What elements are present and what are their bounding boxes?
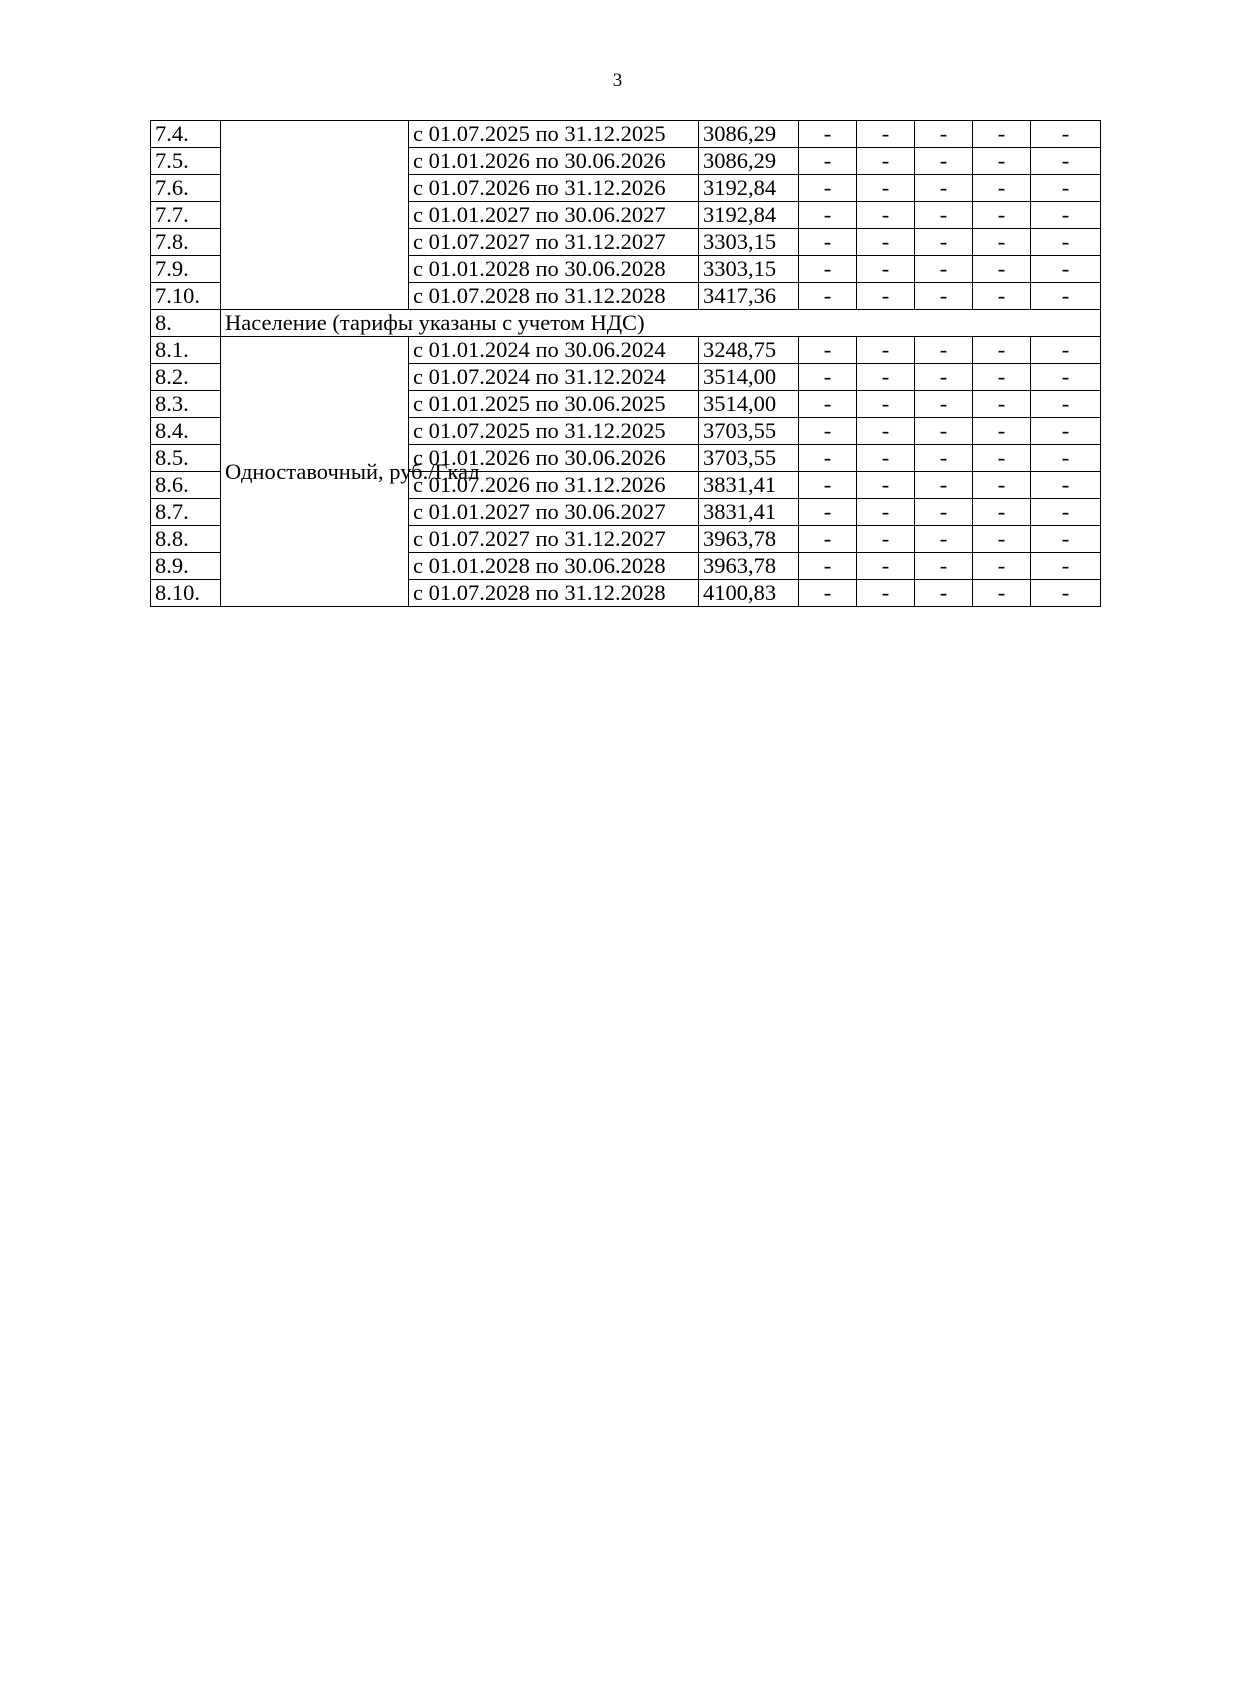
table-body: [151, 121, 1101, 607]
empty-value-cell: -: [857, 499, 915, 526]
period-cell: с 01.01.2028 по 30.06.2028: [409, 553, 699, 580]
table-row: [151, 121, 1101, 148]
empty-value-cell: -: [915, 148, 973, 175]
row-number: 8.9.: [151, 553, 221, 580]
empty-value-cell: -: [857, 175, 915, 202]
empty-value-cell: -: [915, 364, 973, 391]
period-cell: с 01.01.2026 по 30.06.2026: [409, 148, 699, 175]
empty-value-cell: -: [973, 472, 1031, 499]
empty-value-cell: -: [1031, 121, 1101, 148]
period-cell: с 01.07.2028 по 31.12.2028: [409, 580, 699, 607]
section-title: Население (тарифы указаны с учетом НДС): [221, 310, 1101, 337]
empty-value-cell: -: [973, 175, 1031, 202]
section-row: [151, 310, 1101, 337]
empty-value-cell: -: [915, 499, 973, 526]
tariff-value: 3192,84: [699, 202, 799, 229]
empty-value-cell: -: [799, 337, 857, 364]
empty-value-cell: -: [799, 553, 857, 580]
empty-value-cell: -: [799, 148, 857, 175]
empty-value-cell: -: [857, 202, 915, 229]
page-number: 3: [612, 70, 623, 91]
empty-value-cell: -: [857, 364, 915, 391]
empty-value-cell: -: [799, 202, 857, 229]
empty-value-cell: -: [915, 121, 973, 148]
empty-value-cell: -: [799, 472, 857, 499]
empty-value-cell: -: [799, 580, 857, 607]
period-cell: с 01.07.2024 по 31.12.2024: [409, 364, 699, 391]
period-cell: с 01.01.2027 по 30.06.2027: [409, 202, 699, 229]
empty-value-cell: -: [915, 202, 973, 229]
period-cell: с 01.01.2024 по 30.06.2024: [409, 337, 699, 364]
empty-value-cell: -: [973, 283, 1031, 310]
empty-value-cell: -: [857, 553, 915, 580]
period-cell: с 01.07.2028 по 31.12.2028: [409, 283, 699, 310]
period-cell: с 01.07.2027 по 31.12.2027: [409, 229, 699, 256]
empty-value-cell: -: [973, 148, 1031, 175]
empty-value-cell: -: [857, 337, 915, 364]
empty-value-cell: -: [915, 283, 973, 310]
empty-value-cell: -: [1031, 229, 1101, 256]
period-cell: с 01.01.2026 по 30.06.2026: [409, 445, 699, 472]
row-number: 7.7.: [151, 202, 221, 229]
empty-value-cell: -: [799, 418, 857, 445]
row-number: 7.9.: [151, 256, 221, 283]
empty-value-cell: -: [799, 256, 857, 283]
empty-value-cell: -: [799, 175, 857, 202]
empty-value-cell: -: [799, 364, 857, 391]
row-number: 8.10.: [151, 580, 221, 607]
tariff-value: 3963,78: [699, 526, 799, 553]
empty-value-cell: -: [799, 391, 857, 418]
empty-value-cell: -: [915, 229, 973, 256]
empty-value-cell: -: [857, 526, 915, 553]
empty-value-cell: -: [1031, 364, 1101, 391]
empty-value-cell: -: [915, 337, 973, 364]
section-number: 8.: [151, 310, 221, 337]
row-number: 8.6.: [151, 472, 221, 499]
tariff-table: [150, 120, 1101, 607]
row-number: 8.2.: [151, 364, 221, 391]
tariff-value: 3086,29: [699, 148, 799, 175]
empty-value-cell: -: [857, 283, 915, 310]
tariff-value: 3514,00: [699, 391, 799, 418]
empty-value-cell: -: [915, 526, 973, 553]
row-number: 8.4.: [151, 418, 221, 445]
empty-value-cell: -: [973, 202, 1031, 229]
empty-value-cell: -: [973, 391, 1031, 418]
period-cell: с 01.07.2026 по 31.12.2026: [409, 472, 699, 499]
row-group-label: [221, 121, 409, 310]
period-cell: с 01.01.2028 по 30.06.2028: [409, 256, 699, 283]
empty-value-cell: -: [857, 445, 915, 472]
empty-value-cell: -: [915, 256, 973, 283]
empty-value-cell: -: [1031, 256, 1101, 283]
tariff-value: 4100,83: [699, 580, 799, 607]
empty-value-cell: -: [857, 229, 915, 256]
empty-value-cell: -: [799, 526, 857, 553]
empty-value-cell: -: [1031, 553, 1101, 580]
tariff-value: 3417,36: [699, 283, 799, 310]
empty-value-cell: -: [915, 445, 973, 472]
empty-value-cell: -: [857, 472, 915, 499]
tariff-value: 3248,75: [699, 337, 799, 364]
empty-value-cell: -: [973, 229, 1031, 256]
empty-value-cell: -: [857, 391, 915, 418]
empty-value-cell: -: [857, 418, 915, 445]
empty-value-cell: -: [799, 121, 857, 148]
row-number: 8.1.: [151, 337, 221, 364]
empty-value-cell: -: [799, 445, 857, 472]
empty-value-cell: -: [1031, 580, 1101, 607]
empty-value-cell: -: [973, 445, 1031, 472]
empty-value-cell: -: [1031, 175, 1101, 202]
empty-value-cell: -: [1031, 148, 1101, 175]
empty-value-cell: -: [1031, 472, 1101, 499]
empty-value-cell: -: [915, 418, 973, 445]
period-cell: с 01.07.2026 по 31.12.2026: [409, 175, 699, 202]
tariff-value: 3086,29: [699, 121, 799, 148]
empty-value-cell: -: [915, 580, 973, 607]
empty-value-cell: -: [973, 256, 1031, 283]
empty-value-cell: -: [973, 364, 1031, 391]
row-number: 8.8.: [151, 526, 221, 553]
tariff-value: 3303,15: [699, 229, 799, 256]
tariff-value: 3703,55: [699, 445, 799, 472]
empty-value-cell: -: [973, 580, 1031, 607]
row-number: 7.8.: [151, 229, 221, 256]
empty-value-cell: -: [973, 337, 1031, 364]
empty-value-cell: -: [915, 553, 973, 580]
empty-value-cell: -: [857, 121, 915, 148]
tariff-value: 3963,78: [699, 553, 799, 580]
empty-value-cell: -: [915, 391, 973, 418]
empty-value-cell: -: [1031, 445, 1101, 472]
empty-value-cell: -: [915, 472, 973, 499]
empty-value-cell: -: [1031, 499, 1101, 526]
period-cell: с 01.01.2025 по 30.06.2025: [409, 391, 699, 418]
row-number: 8.5.: [151, 445, 221, 472]
empty-value-cell: -: [973, 418, 1031, 445]
empty-value-cell: -: [857, 256, 915, 283]
row-number: 8.3.: [151, 391, 221, 418]
empty-value-cell: -: [799, 283, 857, 310]
empty-value-cell: -: [973, 553, 1031, 580]
empty-value-cell: -: [1031, 418, 1101, 445]
empty-value-cell: -: [1031, 526, 1101, 553]
row-number: 7.10.: [151, 283, 221, 310]
empty-value-cell: -: [1031, 202, 1101, 229]
empty-value-cell: -: [1031, 283, 1101, 310]
empty-value-cell: -: [799, 229, 857, 256]
empty-value-cell: -: [1031, 391, 1101, 418]
period-cell: с 01.07.2025 по 31.12.2025: [409, 418, 699, 445]
row-number: 8.7.: [151, 499, 221, 526]
empty-value-cell: -: [973, 526, 1031, 553]
tariff-value: 3831,41: [699, 499, 799, 526]
period-cell: с 01.07.2025 по 31.12.2025: [409, 121, 699, 148]
table-row: [151, 337, 1101, 364]
empty-value-cell: -: [1031, 337, 1101, 364]
empty-value-cell: -: [857, 148, 915, 175]
row-number: 7.6.: [151, 175, 221, 202]
period-cell: с 01.01.2027 по 30.06.2027: [409, 499, 699, 526]
row-group-label: Одноставочный, руб./Гкал: [221, 337, 409, 607]
tariff-value: 3831,41: [699, 472, 799, 499]
empty-value-cell: -: [799, 499, 857, 526]
empty-value-cell: -: [973, 121, 1031, 148]
empty-value-cell: -: [857, 580, 915, 607]
row-number: 7.5.: [151, 148, 221, 175]
empty-value-cell: -: [915, 175, 973, 202]
tariff-value: 3514,00: [699, 364, 799, 391]
tariff-value: 3303,15: [699, 256, 799, 283]
empty-value-cell: -: [973, 499, 1031, 526]
period-cell: с 01.07.2027 по 31.12.2027: [409, 526, 699, 553]
row-number: 7.4.: [151, 121, 221, 148]
tariff-value: 3192,84: [699, 175, 799, 202]
tariff-value: 3703,55: [699, 418, 799, 445]
